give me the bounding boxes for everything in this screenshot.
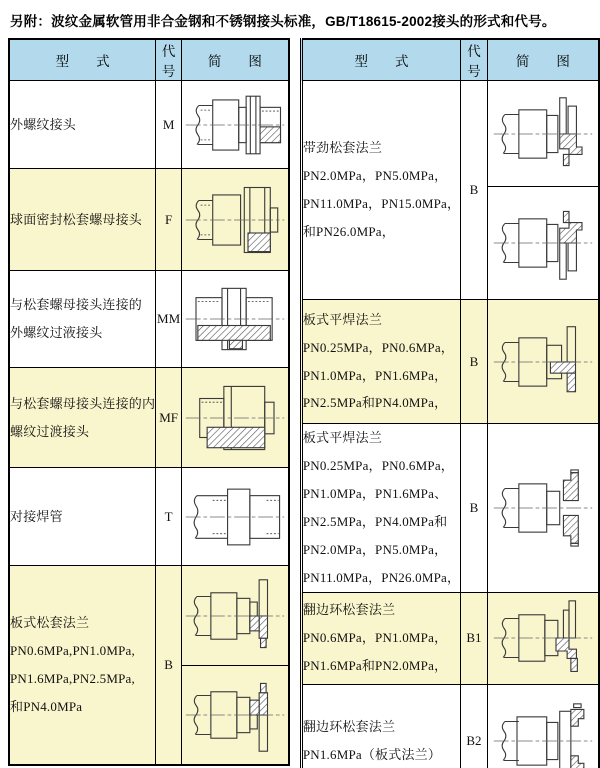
diagram-subcell bbox=[182, 665, 288, 763]
diagram-split bbox=[488, 81, 598, 299]
neck-loose-flange-down-diagram bbox=[491, 204, 595, 282]
type-line: PN0.25MPa，PN0.6MPa， bbox=[302, 457, 454, 473]
table-row bbox=[301, 81, 599, 300]
diagram-cell bbox=[487, 592, 599, 684]
plate-loose-flange-down-diagram bbox=[183, 676, 287, 754]
table-row bbox=[9, 468, 289, 566]
type-line: 外螺纹过液接头 bbox=[10, 325, 103, 340]
table-row bbox=[301, 592, 599, 684]
type-cell bbox=[9, 368, 156, 468]
column-header-type: 型 式 bbox=[301, 39, 460, 81]
table-row bbox=[9, 271, 289, 368]
type-line: 与松套螺母接头连接的内 bbox=[10, 395, 156, 411]
type-line: 带劲松套法兰 bbox=[302, 140, 383, 156]
type-cell bbox=[301, 81, 460, 300]
type-line: PN11.0MPa，PN15.0MPa， bbox=[302, 196, 461, 211]
page-title: 另附：波纹金属软管用非合金钢和不锈钢接头标准，GB/T18615-2002接头的形式和代号。 bbox=[10, 14, 556, 29]
type-line: PN2.0MPa，PN5.0MPa， bbox=[302, 541, 448, 557]
type-line: 翻边环松套法兰 bbox=[302, 602, 396, 618]
weld-neck-flange-sectioned-diagram bbox=[491, 469, 595, 547]
plate-weld-flange-diagram bbox=[491, 323, 595, 401]
diagram-cell bbox=[487, 684, 599, 768]
type-line: PN2.0MPa，PN5.0MPa， bbox=[302, 168, 448, 184]
diagram-cell bbox=[182, 468, 289, 566]
flanged-ring-loose-flange-diagram bbox=[491, 599, 595, 677]
type-line: 螺纹过渡接头 bbox=[10, 423, 90, 439]
type-line: 外螺纹接头 bbox=[10, 116, 77, 132]
column-header-diagram: 简 图 bbox=[182, 39, 289, 81]
type-line: 对接焊管 bbox=[10, 508, 63, 524]
type-line: PN0.6MPa，PN1.0MPa， bbox=[302, 630, 448, 646]
type-line: 球面密封松套螺母接头 bbox=[10, 211, 143, 227]
table-row bbox=[301, 300, 599, 424]
table-row bbox=[9, 368, 289, 468]
diagram-cell-split bbox=[487, 81, 599, 300]
type-cell bbox=[9, 468, 156, 566]
flanged-ring-plate-flange-diagram bbox=[491, 702, 595, 768]
type-line: PN1.6MPa（板式法兰） bbox=[302, 746, 442, 762]
code-cell: B bbox=[461, 300, 487, 424]
type-line: 与松套螺母接头连接的 bbox=[10, 297, 143, 313]
table-row bbox=[9, 169, 289, 271]
code-cell: B bbox=[156, 566, 182, 765]
type-cell bbox=[301, 684, 460, 768]
column-header-code: 代号 bbox=[156, 39, 182, 81]
type-cell bbox=[301, 300, 460, 424]
table-row bbox=[9, 566, 289, 765]
type-cell bbox=[9, 271, 156, 368]
code-cell: M bbox=[156, 81, 182, 169]
diagram-cell bbox=[182, 169, 289, 271]
fitting-table-left bbox=[8, 38, 290, 766]
type-cell bbox=[301, 424, 460, 593]
tables-container bbox=[8, 38, 600, 768]
plate-loose-flange-up-diagram bbox=[183, 577, 287, 655]
male-thread-transition-fitting-diagram bbox=[183, 280, 287, 358]
male-thread-fitting-diagram bbox=[183, 86, 287, 164]
neck-loose-flange-up-diagram bbox=[491, 95, 595, 173]
type-line: PN1.6MPa,PN2.5MPa, bbox=[10, 670, 135, 686]
column-header-code: 代号 bbox=[461, 39, 487, 81]
type-line: 翻边环松套法兰 bbox=[302, 718, 396, 734]
diagram-subcell bbox=[182, 566, 288, 665]
code-cell: F bbox=[156, 169, 182, 271]
diagram-subcell bbox=[488, 186, 598, 299]
type-cell bbox=[9, 169, 156, 271]
table-row bbox=[301, 424, 599, 593]
diagram-cell bbox=[487, 424, 599, 593]
type-line: 板式松套法兰 bbox=[10, 614, 90, 630]
type-cell bbox=[9, 566, 156, 765]
fitting-table-right bbox=[300, 38, 600, 768]
type-cell bbox=[9, 81, 156, 169]
diagram-cell bbox=[487, 300, 599, 424]
diagram-cell bbox=[182, 368, 289, 468]
code-cell: MM bbox=[156, 271, 182, 368]
type-line: 和PN4.0MPa bbox=[10, 698, 83, 714]
code-cell: B2 bbox=[461, 684, 487, 768]
spherical-seal-loose-nut-fitting-diagram bbox=[183, 181, 287, 259]
table-row bbox=[301, 684, 599, 768]
type-line: PN0.6MPa,PN1.0MPa, bbox=[10, 642, 135, 658]
code-cell: B bbox=[461, 424, 487, 593]
type-line: PN1.0MPa，PN1.6MPa、 bbox=[302, 485, 448, 501]
type-line: 板式平焊法兰 bbox=[302, 430, 383, 445]
code-cell: B1 bbox=[461, 592, 487, 684]
female-thread-transition-fitting-diagram bbox=[183, 379, 287, 457]
type-line: PN1.6MPa和PN2.0MPa， bbox=[302, 658, 448, 674]
type-line: 和PN26.0MPa， bbox=[302, 223, 395, 239]
column-header-type: 型 式 bbox=[9, 39, 156, 81]
type-line: PN11.0MPa，PN26.0MPa， bbox=[302, 569, 461, 585]
type-line: PN1.0MPa，PN1.6MPa， bbox=[302, 367, 448, 383]
header-row bbox=[301, 39, 599, 81]
diagram-cell bbox=[182, 81, 289, 169]
column-header-diagram: 简 图 bbox=[487, 39, 599, 81]
type-line: 板式平焊法兰 bbox=[302, 311, 383, 327]
type-line: PN0.25MPa，PN0.6MPa， bbox=[302, 339, 454, 355]
code-cell: T bbox=[156, 468, 182, 566]
butt-weld-pipe-diagram bbox=[183, 478, 287, 556]
type-cell bbox=[301, 592, 460, 684]
header-row bbox=[9, 39, 289, 81]
code-cell: MF bbox=[156, 368, 182, 468]
diagram-cell-split bbox=[182, 566, 289, 765]
type-line: PN2.5MPa和PN4.0MPa， bbox=[302, 395, 448, 411]
diagram-subcell bbox=[488, 81, 598, 186]
diagram-cell bbox=[182, 271, 289, 368]
diagram-split bbox=[182, 566, 288, 763]
type-line: PN2.5MPa，PN4.0MPa和 bbox=[302, 513, 448, 529]
table-row bbox=[9, 81, 289, 169]
code-cell: B bbox=[461, 81, 487, 300]
